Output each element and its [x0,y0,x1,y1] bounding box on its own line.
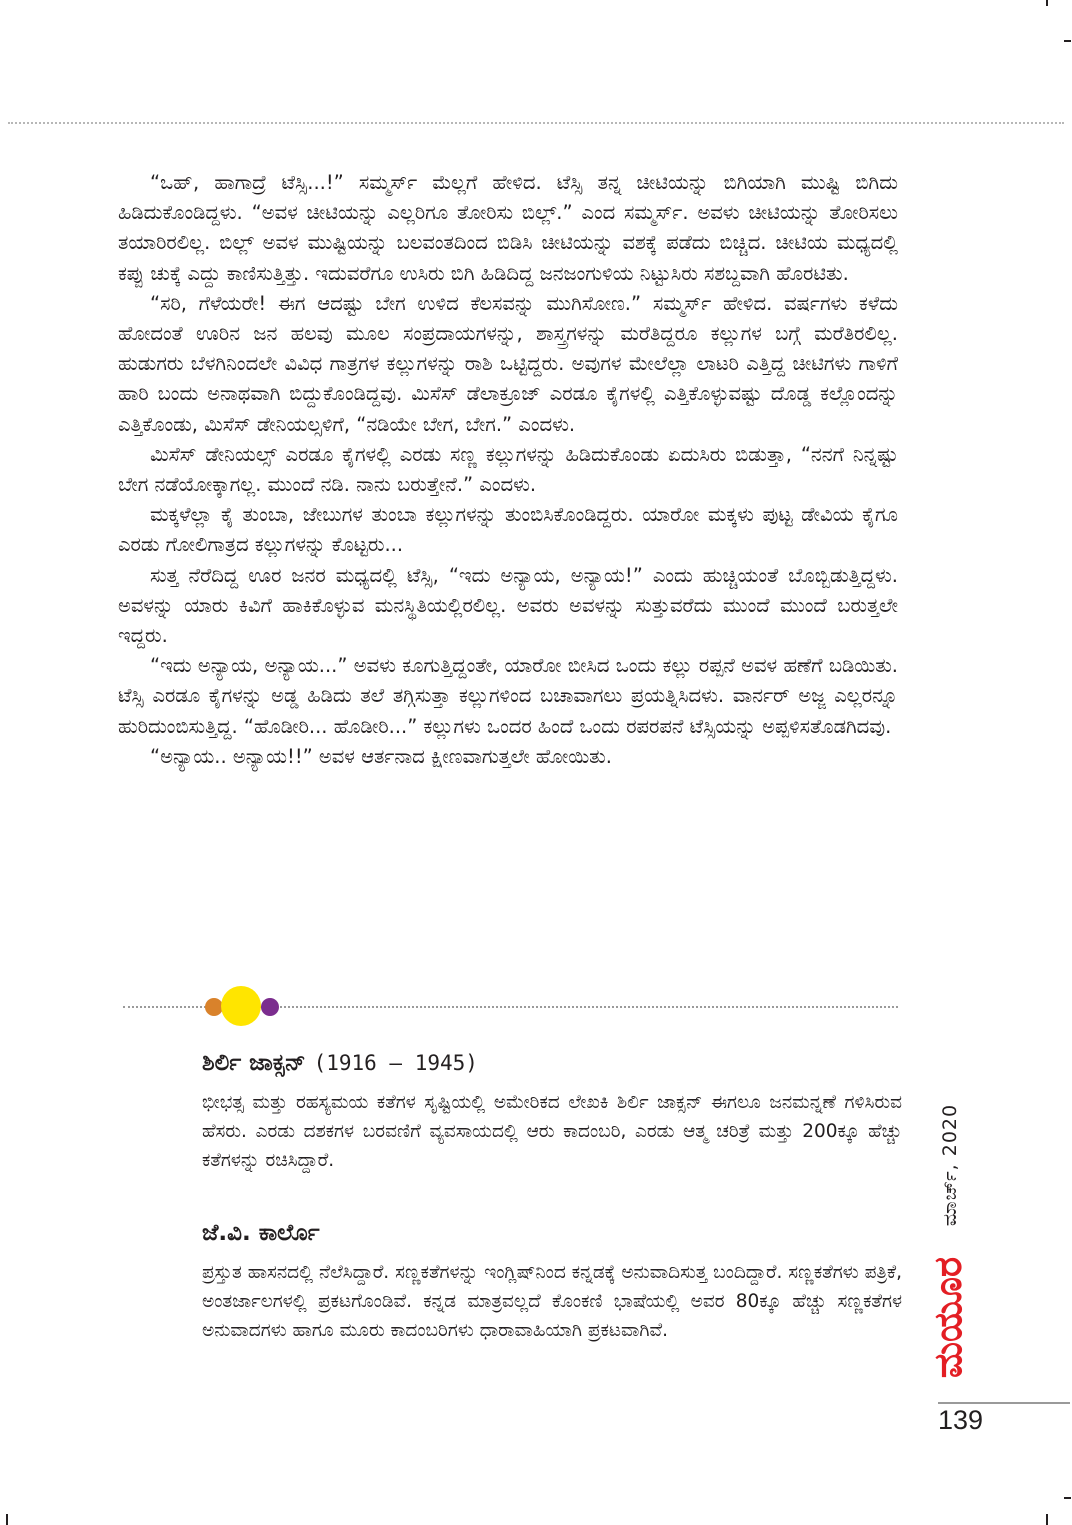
author-bio-text: ಭೀಭತ್ಸ ಮತ್ತು ರಹಸ್ಯಮಯ ಕತೆಗಳ ಸೃಷ್ಟಿಯಲ್ಲಿ ಅಮೇರಿಕದ ಲೇಖಕಿ ಶಿರ್ಲಿ ಜಾಕ್ಸನ್ ಈಗಲೂ ಜನಮನ್ನಣೆ ಗಳಿಸಿರುವ ಹೆಸರು. ಎರಡು ದಶಕಗಳ ಬರವಣಿಗೆ ವ್ಯವಸಾಯದಲ್ಲಿ ಆರು ಕಾದಂಬರಿ, ಎರಡು ಆತ್ಮ ಚರಿತ್ರೆ ಮತ್ತು 200ಕ್ಕೂ ಹೆಚ್ಚು ಕತೆಗಳನ್ನು ರಚಿಸಿದ್ದಾರೆ. [202,1092,902,1171]
magazine-logo [916,1238,982,1396]
author-name: ಶಿರ್ಲಿ ಜಾಕ್ಸನ್ [202,1050,306,1076]
story-paragraph: ಮಿಸೆಸ್ ಡೇನಿಯಲ್ಸ್ ಎರಡೂ ಕೈಗಳಲ್ಲಿ ಎರಡು ಸಣ್ಣ ಕಲ್ಲುಗಳನ್ನು ಹಿಡಿದುಕೊಂಡು ಏದುಸಿರು ಬಿಡುತ್ತಾ, “ನನಗೆ ನಿನ್ನಷ್ಟು ಬೇಗ ನಡೆಯೋಕ್ಕಾಗಲ್ಲ. ಮುಂದೆ ನಡಿ. ನಾನು ಬರುತ್ತೇನೆ.” ಎಂದಳು. [118,442,898,497]
story-paragraph: “ಇದು ಅನ್ಯಾಯ, ಅನ್ಯಾಯ...” ಅವಳು ಕೂಗುತ್ತಿದ್ದಂತೇ, ಯಾರೋ ಬೀಸಿದ ಒಂದು ಕಲ್ಲು ರಪ್ಪನೆ ಅವಳ ಹಣೆಗೆ ಬಡಿಯಿತು. ಟೆಸ್ಸಿ ಎರಡೂ ಕೈಗಳನ್ನು ಅಡ್ಡ ಹಿಡಿದು ತಲೆ ತಗ್ಗಿಸುತ್ತಾ ಕಲ್ಲುಗಳಿಂದ ಬಚಾವಾಗಲು ಪ್ರಯತ್ನಿಸಿದಳು. ವಾರ್ನರ್ ಅಜ್ಜ ಎಲ್ಲರನ್ನೂ ಹುರಿದುಂಬಿಸುತ್ತಿದ್ದ. “ಹೊಡೀರಿ... ಹೊಡೀರಿ...” ಕಲ್ಲುಗಳು ಒಂದರ ಹಿಂದೆ ಒಂದು ರಪರಪನೆ ಟೆಸ್ಸಿಯನ್ನು ಅಪ್ಪಳಿಸತೊಡಗಿದವು. [118,654,898,738]
crop-mark [1064,40,1071,42]
translator-heading [202,1218,902,1248]
issue-date-label: ಮಾರ್ಚ್, 2020 [939,1103,961,1226]
story-paragraph: “ಸರಿ, ಗೆಳೆಯರೇ! ಈಗ ಆದಷ್ಟು ಬೇಗ ಉಳಿದ ಕೆಲಸವನ್ನು ಮುಗಿಸೋಣ.” ಸಮ್ಮರ್ಸ್ ಹೇಳಿದ. ವರ್ಷಗಳು ಕಳೆದು ಹೋದಂತೆ ಊರಿನ ಜನ ಹಲವು ಮೂಲ ಸಂಪ್ರದಾಯಗಳನ್ನು, ಶಾಸ್ತ್ರಗಳನ್ನು ಮರೆತಿದ್ದರೂ ಕಲ್ಲುಗಳ ಬಗ್ಗೆ ಮರೆತಿರಲಿಲ್ಲ. ಹುಡುಗರು ಬೆಳಗಿನಿಂದಲೇ ವಿವಿಧ ಗಾತ್ರಗಳ ಕಲ್ಲುಗಳನ್ನು ರಾಶಿ ಒಟ್ಟಿದ್ದರು. ಅವುಗಳ ಮೇಲೆಲ್ಲಾ ಲಾಟರಿ ಎತ್ತಿದ್ದ ಚೀಟಿಗಳು ಗಾಳಿಗೆ ಹಾರಿ ಬಂದು ಅನಾಥವಾಗಿ ಬಿದ್ದುಕೊಂಡಿದ್ದವು. ಮಿಸೆಸ್ ಡೆಲಾಕ್ರೂಜ್ ಎರಡೂ ಕೈಗಳಲ್ಲಿ ಎತ್ತಿಕೊಳ್ಳುವಷ್ಟು ದೊಡ್ಡ ಕಲ್ಲೊಂದನ್ನು ಎತ್ತಿಕೊಂಡು, ಮಿಸೆಸ್ ಡೇನಿಯಲ್ಸಳಿಗೆ, “ನಡಿಯೇ ಬೇಗ, ಬೇಗ.” ಎಂದಳು. [118,291,898,436]
page-number-rule [938,1402,1070,1404]
section-divider [123,984,898,1030]
story-paragraph: “ಅನ್ಯಾಯ.. ಅನ್ಯಾಯ!!” ಅವಳ ಆರ್ತನಾದ ಕ್ಷೀಣವಾಗುತ್ತಲೇ ಹೋಯಿತು. [150,744,612,768]
author-heading [202,1048,902,1078]
crop-mark [1046,1514,1048,1525]
author-years: (1916 – 1945) [313,1051,478,1075]
top-dotted-rule [8,122,1064,124]
crop-mark [1064,1497,1071,1499]
magazine-name: ಮಯೂರ [926,1256,971,1378]
page-number: 139 [938,1405,984,1435]
story-text [118,168,898,772]
crop-mark [6,1514,8,1525]
story-paragraph: “ಒಹ್, ಹಾಗಾದ್ರೆ ಟೆಸ್ಸಿ...!” ಸಮ್ಮರ್ಸ್ ಮೆಲ್ಲಗೆ ಹೇಳಿದ. ಟೆಸ್ಸಿ ತನ್ನ ಚೀಟಿಯನ್ನು ಬಿಗಿಯಾಗಿ ಮುಷ್ಟಿ ಬಿಗಿದು ಹಿಡಿದುಕೊಂಡಿದ್ದಳು. “ಅವಳ ಚೀಟಿಯನ್ನು ಎಲ್ಲರಿಗೂ ತೋರಿಸು ಬಿಲ್ಲ್.” ಎಂದ ಸಮ್ಮರ್ಸ್. ಅವಳು ಚೀಟಿಯನ್ನು ತೋರಿಸಲು ತಯಾರಿರಲಿಲ್ಲ. ಬಿಲ್ಲ್ ಅವಳ ಮುಷ್ಟಿಯನ್ನು ಬಲವಂತದಿಂದ ಬಿಡಿಸಿ ಚೀಟಿಯನ್ನು ವಶಕ್ಕೆ ಪಡೆದು ಬಿಚ್ಚಿದ. ಚೀಟಿಯ ಮಧ್ಯದಲ್ಲಿ ಕಪ್ಪು ಚುಕ್ಕೆ ಎದ್ದು ಕಾಣಿಸುತ್ತಿತ್ತು. ಇದುವರೆಗೂ ಉಸಿರು ಬಿಗಿ ಹಿಡಿದಿದ್ದ ಜನಜಂಗುಳಿಯ ನಿಟ್ಟುಸಿರು ಸಶಬ್ದವಾಗಿ ಹೊರಟಿತು. [118,171,898,285]
yellow-dot-ornament [221,986,261,1026]
story-paragraph: ಸುತ್ತ ನೆರೆದಿದ್ದ ಊರ ಜನರ ಮಧ್ಯದಲ್ಲಿ ಟೆಸ್ಸಿ, “ಇದು ಅನ್ಯಾಯ, ಅನ್ಯಾಯ!” ಎಂದು ಹುಚ್ಚಿಯಂತೆ ಬೊಬ್ಬಿಡುತ್ತಿದ್ದಳು. ಅವಳನ್ನು ಯಾರು ಕಿವಿಗೆ ಹಾಕಿಕೊಳ್ಳುವ ಮನಸ್ಥಿತಿಯಲ್ಲಿರಲಿಲ್ಲ. ಅವರು ಅವಳನ್ನು ಸುತ್ತುವರೆದು ಮುಂದೆ ಮುಂದೆ ಬರುತ್ತಲೇ ಇದ್ದರು. [118,563,898,648]
translator-bio-text: ಪ್ರಸ್ತುತ ಹಾಸನದಲ್ಲಿ ನೆಲೆಸಿದ್ದಾರೆ. ಸಣ್ಣಕತೆಗಳನ್ನು ಇಂಗ್ಲಿಷ್‌ನಿಂದ ಕನ್ನಡಕ್ಕೆ ಅನುವಾದಿಸುತ್ತ ಬಂದಿದ್ದಾರೆ. ಸಣ್ಣಕತೆಗಳು ಪತ್ರಿಕೆ, ಅಂತರ್ಜಾಲಗಳಲ್ಲಿ ಪ್ರಕಟಗೊಂಡಿವೆ. ಕನ್ನಡ ಮಾತ್ರವಲ್ಲದೆ ಕೊಂಕಣಿ ಭಾಷೆಯಲ್ಲಿ ಅವರ 80ಕ್ಕೂ ಹೆಚ್ಚು ಸಣ್ಣಕತೆಗಳ ಅನುವಾದಗಳು ಹಾಗೂ ಮೂರು ಕಾದಂಬರಿಗಳು ಧಾರಾವಾಹಿಯಾಗಿ ಪ್ರಕಟವಾಗಿವೆ. [202,1262,902,1341]
author-bio [202,1048,902,1175]
purple-dot-ornament [261,998,279,1016]
translator-name: ಜೆ.ವಿ. ಕಾರ್ಲೊ [202,1220,320,1246]
crop-mark [1046,0,1048,6]
issue-date [920,1092,980,1237]
story-paragraph: ಮಕ್ಕಳೆಲ್ಲಾ ಕೈ ತುಂಬಾ, ಜೇಬುಗಳ ತುಂಬಾ ಕಲ್ಲುಗಳನ್ನು ತುಂಬಿಸಿಕೊಂಡಿದ್ದರು. ಯಾರೋ ಮಕ್ಕಳು ಪುಟ್ಟ ಡೇವಿಯ ಕೈಗೂ ಎರಡು ಗೋಲಿಗಾತ್ರದ ಕಲ್ಲುಗಳನ್ನು ಕೊಟ್ಟರು... [118,503,898,557]
translator-bio [202,1218,902,1345]
